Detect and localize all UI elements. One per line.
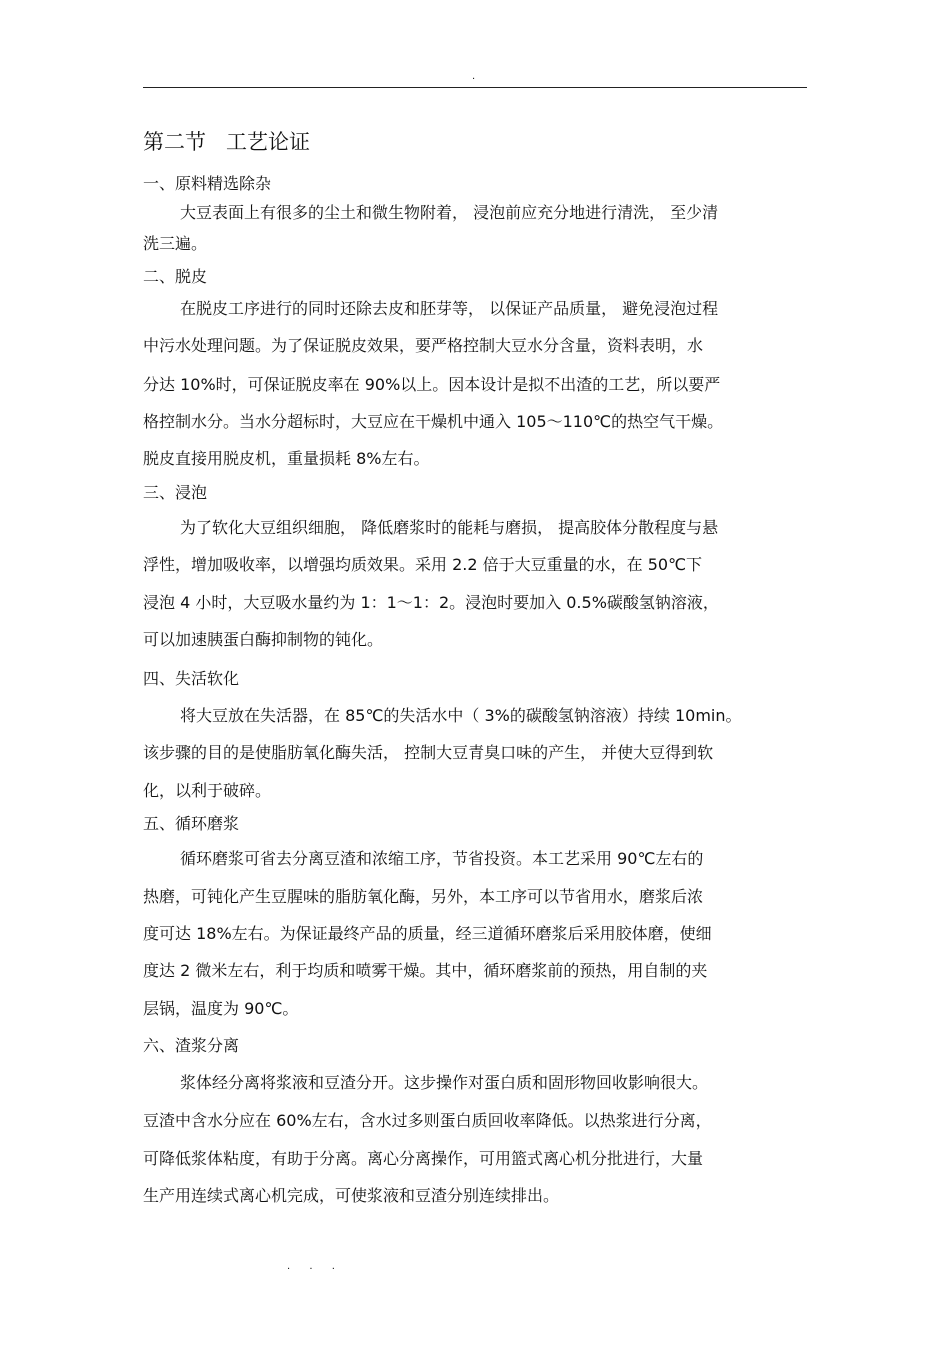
paragraph-line: 可降低浆体粘度，有助于分离。离心分离操作，可用篮式离心机分批进行，大量 <box>143 1149 704 1168</box>
paragraph-line: 度达 2 微米左右，利于均质和喷雾干燥。其中，循环磨浆前的预热，用自制的夹 <box>143 961 708 980</box>
paragraph-line: 洗三遍。 <box>143 234 208 253</box>
heading-raw-material: 一、原料精选除杂 <box>143 174 272 193</box>
paragraph-line: 生产用连续式离心机完成，可使浆液和豆渣分别连续排出。 <box>143 1186 560 1205</box>
paragraph-line: 循环磨浆可省去分离豆渣和浓缩工序，节省投资。本工艺采用 90℃左右的 <box>180 849 704 868</box>
paragraph-line: 可以加速胰蛋白酶抑制物的钝化。 <box>143 630 384 649</box>
paragraph-line: 格控制水分。当水分超标时，大豆应在干燥机中通入 105～110℃的热空气干燥。 <box>143 412 724 431</box>
heading-slurry-separation: 六、渣浆分离 <box>143 1036 240 1055</box>
paragraph-line: 化，以利于破碎。 <box>143 781 272 800</box>
paragraph-line: 将大豆放在失活器，在 85℃的失活水中（ 3%的碳酸氢钠溶液）持续 10min。 <box>180 706 742 725</box>
paragraph-line: 该步骤的目的是使脂肪氧化酶失活， 控制大豆青臭口味的产生， 并使大豆得到软 <box>143 743 714 762</box>
paragraph-line: 在脱皮工序进行的同时还除去皮和胚芽等， 以保证产品质量， 避免浸泡过程 <box>180 299 719 318</box>
footer-mark: . . . <box>287 1261 343 1272</box>
header-mark: . <box>472 71 476 82</box>
paragraph-line: 分达 10%时，可保证脱皮率在 90%以上。因本设计是拟不出渣的工艺，所以要严 <box>143 375 721 394</box>
heading-soaking: 三、浸泡 <box>143 483 208 502</box>
paragraph-line: 热磨，可钝化产生豆腥味的脂肪氧化酶，另外，本工序可以节省用水，磨浆后浓 <box>143 887 704 906</box>
paragraph-line: 中污水处理问题。为了保证脱皮效果，要严格控制大豆水分含量，资料表明，水 <box>143 336 704 355</box>
paragraph-line: 脱皮直接用脱皮机，重量损耗 8%左右。 <box>143 449 430 468</box>
paragraph-line: 浆体经分离将浆液和豆渣分开。这步操作对蛋白质和固形物回收影响很大。 <box>180 1073 709 1092</box>
section-title: 第二节 工艺论证 <box>143 130 311 154</box>
paragraph-line: 浮性，增加吸收率，以增强均质效果。采用 2.2 倍于大豆重量的水，在 50℃下 <box>143 555 703 574</box>
heading-circulation-grinding: 五、循环磨浆 <box>143 814 240 833</box>
heading-inactivation: 四、失活软化 <box>143 669 240 688</box>
heading-dehulling: 二、脱皮 <box>143 267 208 286</box>
paragraph-line: 度可达 18%左右。为保证最终产品的质量，经三道循环磨浆后采用胶体磨，使细 <box>143 924 712 943</box>
header-rule <box>143 87 807 88</box>
paragraph-line: 为了软化大豆组织细胞， 降低磨浆时的能耗与磨损， 提高胶体分散程度与悬 <box>180 518 719 537</box>
paragraph-line: 层锅，温度为 90℃。 <box>143 999 299 1018</box>
paragraph-line: 浸泡 4 小时，大豆吸水量约为 1：1～1：2。浸泡时要加入 0.5%碳酸氢钠溶液， <box>143 593 719 612</box>
paragraph-line: 豆渣中含水分应在 60%左右，含水过多则蛋白质回收率降低。以热浆进行分离， <box>143 1111 712 1130</box>
paragraph-line: 大豆表面上有很多的尘土和微生物附着， 浸泡前应充分地进行清洗， 至少清 <box>180 203 719 222</box>
